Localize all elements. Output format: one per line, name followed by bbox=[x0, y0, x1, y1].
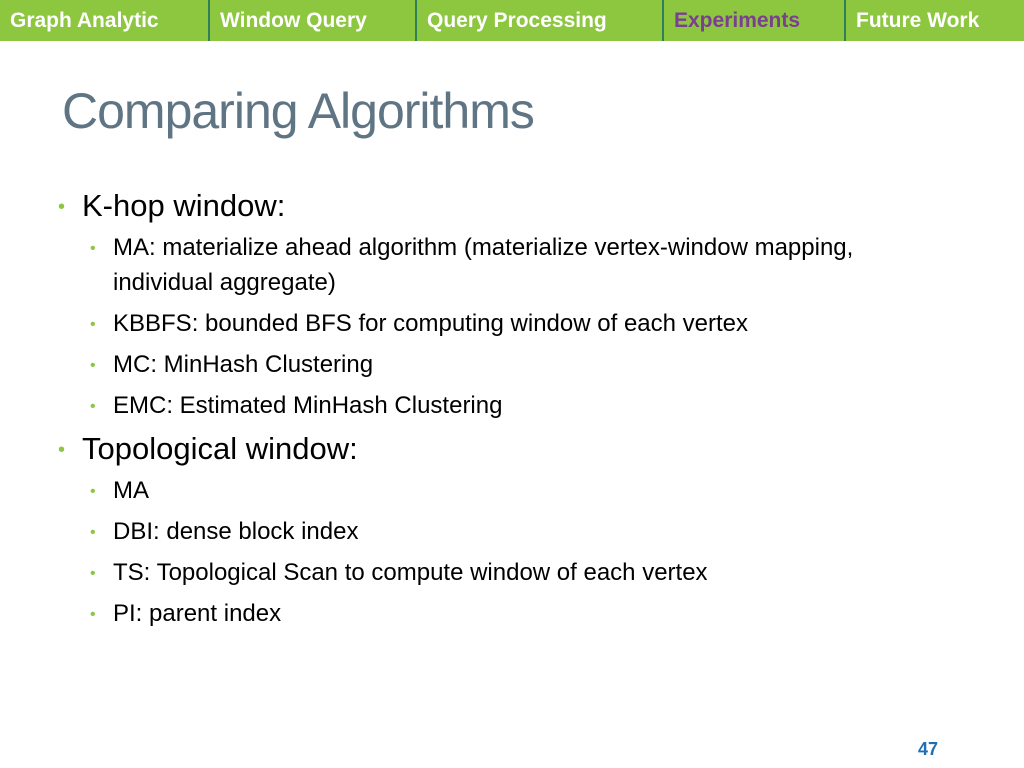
bullet-icon: • bbox=[58, 439, 66, 461]
bullet-icon: • bbox=[90, 606, 96, 623]
sub-bullet-text: MA bbox=[113, 477, 149, 504]
bullet-icon: • bbox=[90, 524, 96, 541]
sub-bullet-ma bbox=[90, 473, 918, 508]
slide-content bbox=[58, 186, 918, 637]
sub-bullet-text: EMC: Estimated MinHash Clustering bbox=[113, 392, 503, 419]
bullet-icon: • bbox=[90, 565, 96, 582]
slide-title: Comparing Algorithms bbox=[62, 83, 534, 139]
bullet-icon: • bbox=[90, 483, 96, 500]
bullet-icon: • bbox=[90, 316, 96, 333]
bullet-text: K-hop window: bbox=[82, 188, 286, 223]
sub-bullet-text: MC: MinHash Clustering bbox=[113, 351, 374, 378]
bullet-icon: • bbox=[90, 398, 96, 415]
nav-tab-graph-analytic[interactable]: Graph Analytic bbox=[10, 8, 159, 32]
sub-bullet-pi bbox=[90, 596, 918, 631]
sub-bullet-text: DBI: dense block index bbox=[113, 518, 359, 545]
bullet-k-hop-window bbox=[58, 186, 918, 226]
nav-tab-query-processing[interactable]: Query Processing bbox=[427, 8, 607, 32]
nav-tab-experiments[interactable]: Experiments bbox=[674, 8, 801, 32]
sub-bullet-text: MA: materialize ahead algorithm (materialize vertex-window mapping, individual aggregate) bbox=[113, 234, 854, 296]
bullet-text: Topological window: bbox=[82, 431, 358, 466]
page-number: 47 bbox=[917, 739, 938, 759]
sub-bullet-text: KBBFS: bounded BFS for computing window of each vertex bbox=[113, 310, 749, 337]
section-nav-bar bbox=[0, 0, 1024, 41]
bullet-icon: • bbox=[90, 357, 96, 374]
sub-bullet-mc bbox=[90, 347, 918, 382]
bullet-topological-window bbox=[58, 429, 918, 469]
sub-bullet-dbi bbox=[90, 514, 918, 549]
sub-bullet-text: PI: parent index bbox=[113, 600, 282, 627]
sub-bullet-list bbox=[90, 473, 918, 631]
sub-bullet-ma bbox=[90, 230, 918, 300]
nav-tab-future-work[interactable]: Future Work bbox=[856, 8, 980, 32]
bullet-icon: • bbox=[90, 240, 96, 257]
nav-tab-window-query[interactable]: Window Query bbox=[220, 8, 367, 32]
sub-bullet-emc bbox=[90, 388, 918, 423]
sub-bullet-kbbfs bbox=[90, 306, 918, 341]
bullet-icon: • bbox=[58, 196, 66, 218]
sub-bullet-list bbox=[90, 230, 918, 423]
sub-bullet-text: TS: Topological Scan to compute window of each vertex bbox=[113, 559, 708, 586]
sub-bullet-ts bbox=[90, 555, 918, 590]
